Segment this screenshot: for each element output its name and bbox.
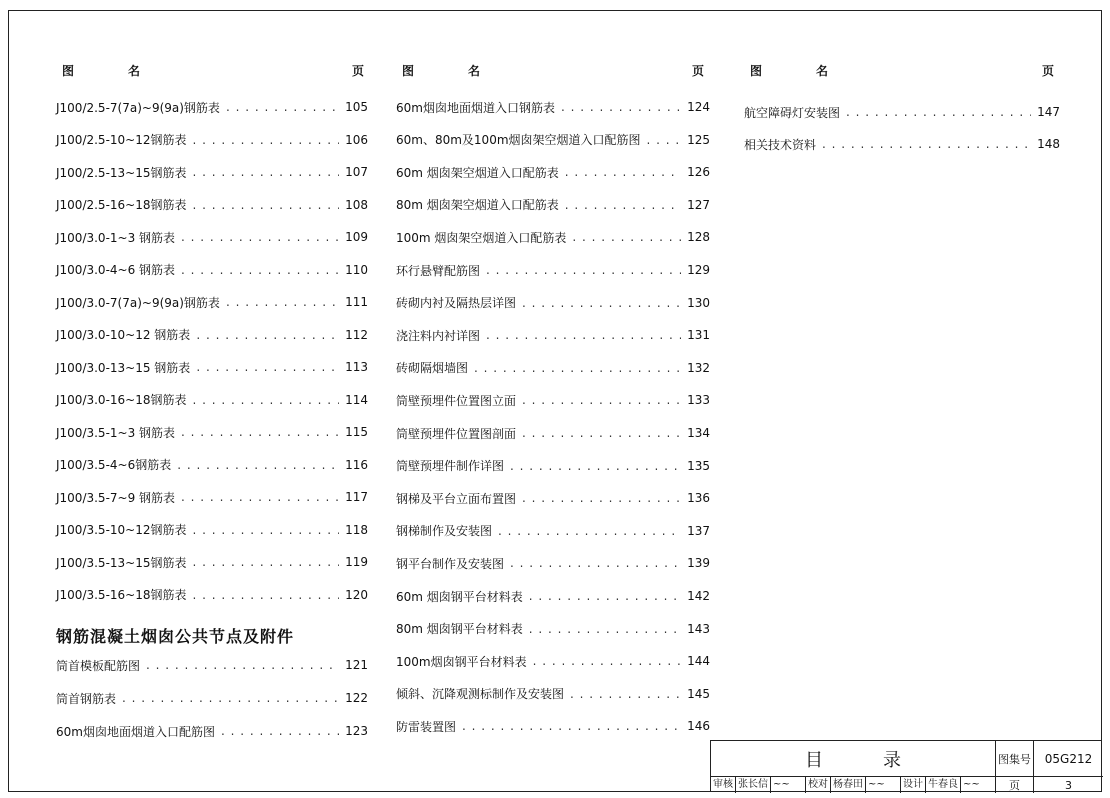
toc-entry (396, 423, 710, 443)
toc-entry-page: 143 (687, 621, 710, 636)
toc-entry-title: J100/3.5-10~12钢筋表 (56, 523, 187, 537)
toc-entry-title: 筒壁预埋件制作详图 (396, 459, 505, 474)
toc-entry (396, 97, 710, 117)
checker-signature: ~~ (866, 777, 901, 793)
toc-leader-dots (822, 137, 1031, 151)
toc-entry-page: 111 (345, 295, 368, 309)
header-name-char-1: 图 (750, 64, 763, 78)
toc-entry (396, 227, 710, 247)
header-name-char-2: 名 (128, 64, 141, 78)
toc-leader-dots (193, 588, 340, 602)
toc-entry-page: 125 (687, 132, 710, 147)
toc-entry-page: 148 (1037, 137, 1060, 151)
atlas-number-label: 图集号 (996, 741, 1034, 777)
header-page: 页 (352, 64, 365, 78)
toc-entry (56, 585, 368, 605)
toc-entry (56, 130, 368, 150)
toc-entry-title: 航空障碍灯安装图 (744, 105, 841, 120)
toc-entry-page: 109 (345, 230, 368, 244)
toc-entry-title: 环行悬臂配筋图 (396, 263, 481, 278)
toc-entry (396, 553, 710, 573)
toc-entry-page: 105 (345, 100, 368, 114)
toc-entry-title: 60m烟囱地面烟道入口钢筋表 (396, 100, 555, 115)
toc-entry-title: 80m 烟囱钢平台材料表 (396, 622, 523, 637)
toc-entry-title: J100/3.0-1~3 钢筋表 (56, 230, 176, 245)
toc-leader-dots (510, 459, 681, 473)
toc-entry-page: 123 (345, 724, 368, 738)
toc-entry-page: 136 (687, 491, 710, 506)
toc-entry-title: 钢梯及平台立面布置图 (396, 491, 517, 506)
toc-entry-page: 129 (687, 263, 710, 277)
title-block (710, 740, 1102, 792)
toc-entry-page: 115 (345, 425, 368, 439)
toc-entry (396, 586, 710, 606)
toc-leader-dots (181, 490, 339, 504)
toc-entry-page: 119 (345, 555, 368, 569)
toc-leader-dots (498, 524, 681, 538)
designer-name: 牛春良 (926, 777, 961, 793)
toc-entry-page: 135 (687, 458, 710, 473)
toc-entry-title: 钢梯制作及安装图 (396, 524, 493, 539)
toc-entry-page: 126 (687, 165, 710, 180)
toc-entry (744, 134, 1060, 154)
toc-entry (396, 456, 710, 476)
toc-entry-title: J100/3.5-13~15钢筋表 (56, 555, 187, 570)
toc-entry-title: 钢平台制作及安装图 (396, 556, 505, 571)
toc-leader-dots (533, 654, 681, 668)
toc-entry-title: 筒首钢筋表 (56, 691, 117, 706)
toc-entry (396, 684, 710, 704)
toc-leader-dots (146, 658, 339, 672)
toc-entry (396, 390, 710, 410)
toc-leader-dots (226, 100, 339, 114)
toc-entry-title: 浇注料内衬详图 (396, 328, 481, 343)
design-label: 设计 (901, 777, 926, 793)
toc-entry-page: 132 (687, 360, 710, 375)
toc-entry (56, 455, 368, 475)
toc-entry-title: 相关技术资料 (744, 137, 817, 152)
toc-leader-dots (196, 360, 339, 374)
toc-entry (396, 293, 710, 313)
toc-leader-dots (522, 491, 681, 505)
toc-entry (396, 619, 710, 639)
toc-entry-title: 防雷装置图 (396, 719, 457, 734)
toc-entry-page: 133 (687, 393, 710, 408)
toc-entry (56, 655, 368, 675)
toc-entry-title: 倾斜、沉降观测标制作及安装图 (396, 687, 565, 702)
toc-entry (396, 716, 710, 736)
toc-entry (56, 688, 368, 708)
toc-leader-dots (196, 328, 339, 342)
toc-entry-page: 146 (687, 719, 710, 734)
header-name-char-2: 名 (816, 64, 829, 78)
toc-leader-dots (522, 296, 681, 310)
toc-leader-dots (193, 198, 340, 212)
toc-entry (56, 357, 368, 377)
toc-leader-dots (647, 133, 682, 147)
toc-leader-dots (462, 719, 681, 733)
toc-leader-dots (570, 687, 681, 701)
toc-entry-title: J100/3.5-16~18钢筋表 (56, 588, 187, 602)
toc-entry-title: J100/2.5-16~18钢筋表 (56, 198, 187, 212)
toc-entry (396, 521, 710, 541)
check-label: 校对 (806, 777, 831, 793)
toc-entry (56, 422, 368, 442)
toc-entry-page: 112 (345, 327, 368, 342)
toc-leader-dots (522, 426, 681, 440)
toc-entry-page: 117 (345, 490, 368, 504)
toc-entry-title: 100m 烟囱架空烟道入口配筋表 (396, 230, 567, 245)
toc-entry (56, 260, 368, 280)
toc-entry (56, 325, 368, 345)
toc-entry-title: 100m烟囱钢平台材料表 (396, 654, 527, 669)
toc-entry-page: 139 (687, 556, 710, 571)
toc-entry-page: 147 (1037, 105, 1060, 119)
toc-entry (56, 97, 368, 117)
toc-entry-page: 142 (687, 589, 710, 603)
toc-entry-title: 筒壁预埋件位置图剖面 (396, 426, 517, 441)
toc-leader-dots (529, 622, 681, 636)
toc-entry-page: 118 (345, 522, 368, 537)
reviewer-signature: ~~ (771, 777, 806, 793)
column-header-3 (0, 62, 1060, 80)
toc-entry-page: 124 (687, 100, 710, 114)
toc-entry (56, 227, 368, 247)
page-label: 页 (996, 777, 1034, 793)
toc-entry (396, 358, 710, 378)
toc-entry-title: J100/2.5-7(7a)~9(9a)钢筋表 (56, 100, 220, 115)
page-number: 3 (1065, 778, 1072, 792)
header-page: 页 (1042, 64, 1055, 78)
toc-entry-page: 114 (345, 392, 368, 407)
toc-entry-title: 砖砌隔烟墙图 (396, 361, 469, 376)
toc-entry (396, 130, 710, 150)
header-name-char-2: 名 (468, 64, 481, 78)
section-title: 钢筋混凝土烟囱公共节点及附件 (56, 627, 295, 646)
toc-entry-page: 134 (687, 426, 710, 440)
toc-leader-dots (561, 100, 681, 114)
toc-entry-page: 110 (345, 262, 368, 277)
drawing-title: 目录 (711, 741, 996, 777)
toc-entry-title: 60m、80m及100m烟囱架空烟道入口配筋图 (396, 133, 641, 148)
toc-entry-title: J100/3.0-4~6 钢筋表 (56, 263, 176, 277)
toc-entry-page: 144 (687, 654, 710, 669)
toc-entry-page: 121 (345, 658, 368, 672)
toc-leader-dots (181, 230, 339, 244)
toc-entry-page: 130 (687, 295, 710, 310)
toc-entry-page: 120 (345, 587, 368, 602)
toc-entry (56, 162, 368, 182)
toc-entry-page: 145 (687, 686, 710, 701)
toc-entry-page: 127 (687, 197, 710, 212)
toc-entry (56, 487, 368, 507)
toc-leader-dots (565, 165, 681, 179)
toc-entry-title: 筒首模板配筋图 (56, 658, 141, 673)
toc-entry (396, 195, 710, 215)
toc-leader-dots (193, 393, 340, 407)
header-name-char-1: 图 (402, 64, 415, 78)
toc-entry (396, 162, 710, 182)
toc-entry-title: J100/3.0-13~15 钢筋表 (56, 360, 191, 375)
toc-entry-page: 131 (687, 328, 710, 343)
reviewer-name: 张长信 (736, 777, 771, 793)
designer-signature: ~~ (963, 779, 980, 790)
toc-entry-page: 108 (345, 197, 368, 212)
toc-entry (396, 325, 710, 345)
toc-entry-title: J100/3.5-4~6钢筋表 (56, 458, 172, 472)
toc-entry (56, 721, 368, 741)
toc-entry-title: 筒壁预埋件位置图立面 (396, 393, 517, 408)
toc-entry-title: J100/3.0-10~12 钢筋表 (56, 328, 191, 342)
toc-entry-title: 60m烟囱地面烟道入口配筋图 (56, 724, 215, 739)
toc-leader-dots (565, 198, 681, 212)
toc-leader-dots (226, 295, 339, 309)
header-page: 页 (692, 64, 705, 78)
toc-leader-dots (522, 393, 681, 407)
toc-entry (56, 195, 368, 215)
toc-entry-title: 砖砌内衬及隔热层详图 (396, 296, 517, 311)
toc-entry (396, 260, 710, 280)
toc-leader-dots (474, 361, 681, 375)
toc-entry (396, 488, 710, 508)
atlas-number: 05G212 (1034, 741, 1103, 777)
toc-leader-dots (193, 523, 340, 537)
toc-entry-page: 113 (345, 360, 368, 374)
toc-leader-dots (221, 724, 339, 738)
toc-entry-page: 116 (345, 457, 368, 472)
toc-entry-title: J100/3.0-7(7a)~9(9a)钢筋表 (56, 295, 220, 310)
toc-entry-page: 137 (687, 523, 710, 538)
toc-entry-page: 106 (345, 132, 368, 147)
toc-leader-dots (181, 263, 339, 277)
toc-leader-dots (193, 555, 340, 569)
toc-entry (56, 390, 368, 410)
toc-leader-dots (193, 133, 340, 147)
toc-leader-dots (529, 589, 681, 603)
toc-entry-title: 60m 烟囱架空烟道入口配筋表 (396, 165, 559, 180)
toc-leader-dots (122, 691, 339, 705)
header-name-char-1: 图 (62, 64, 75, 78)
checker-name: 杨春田 (831, 777, 866, 793)
toc-entry-page: 122 (345, 691, 368, 705)
toc-leader-dots (510, 556, 681, 570)
toc-entry (396, 651, 710, 671)
toc-entry-title: J100/3.5-7~9 钢筋表 (56, 490, 176, 505)
toc-leader-dots (846, 105, 1031, 119)
toc-leader-dots (572, 230, 681, 244)
toc-entry-title: J100/3.0-16~18钢筋表 (56, 393, 187, 407)
toc-entry (56, 292, 368, 312)
toc-entry (56, 552, 368, 572)
toc-entry-page: 128 (687, 230, 710, 245)
toc-leader-dots (193, 165, 340, 179)
toc-entry (744, 102, 1060, 122)
review-label: 审核 (711, 777, 736, 793)
toc-entry-title: J100/3.5-1~3 钢筋表 (56, 425, 176, 440)
toc-leader-dots (177, 458, 339, 472)
toc-entry-title: 60m 烟囱钢平台材料表 (396, 589, 523, 604)
toc-leader-dots (486, 263, 681, 277)
toc-entry-title: 80m 烟囱架空烟道入口配筋表 (396, 198, 559, 213)
toc-entry-title: J100/2.5-13~15钢筋表 (56, 165, 187, 180)
toc-entry-title: J100/2.5-10~12钢筋表 (56, 133, 187, 147)
toc-leader-dots (486, 328, 681, 342)
toc-entry (56, 520, 368, 540)
toc-leader-dots (181, 425, 339, 439)
toc-entry-page: 107 (345, 165, 368, 179)
signature-row (711, 777, 996, 793)
